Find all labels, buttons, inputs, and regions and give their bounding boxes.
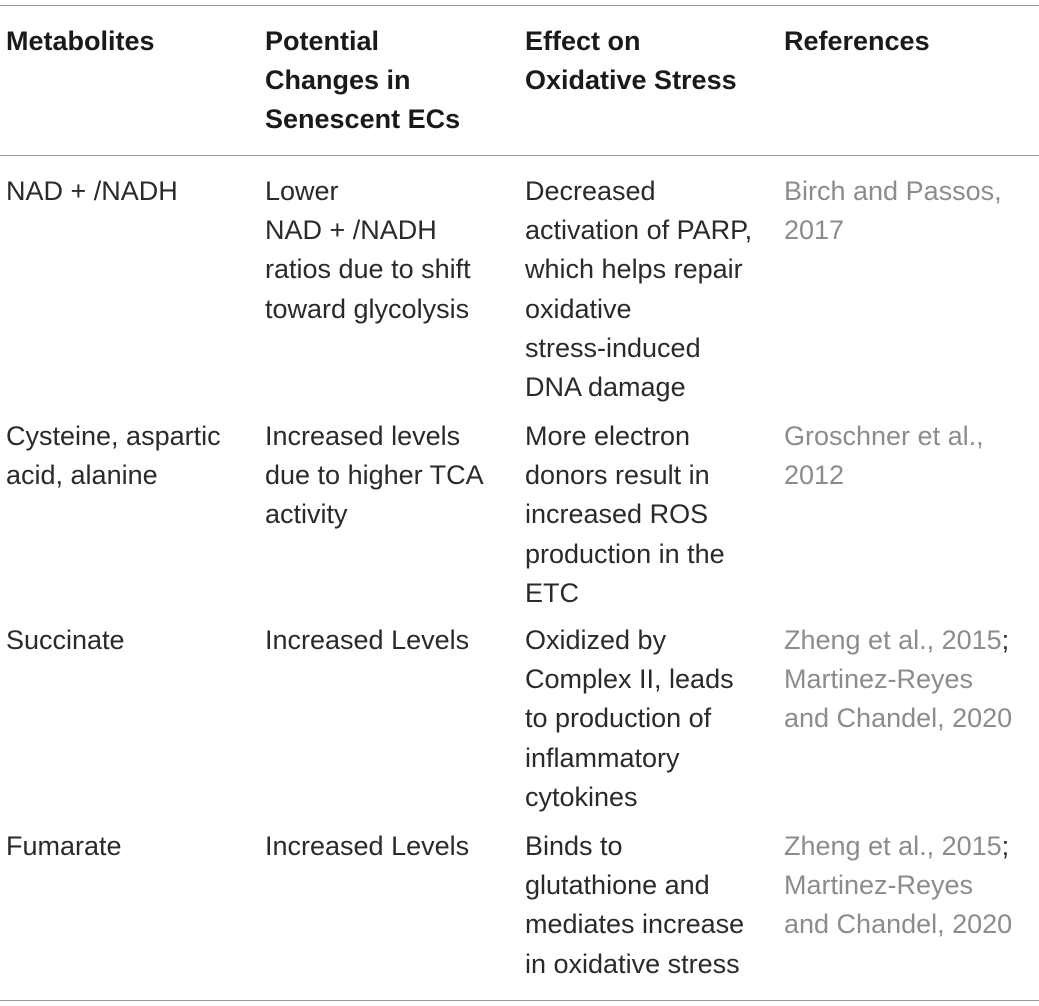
reference-separator: ; xyxy=(1001,625,1010,655)
effect-cell: Binds to glutathione and mediates increase in oxidative stress xyxy=(525,831,745,979)
effect-cell: Oxidized by Complex II, leads to production of inflammatory cytokines xyxy=(525,625,734,812)
reference-link[interactable]: Zheng et al., 2015 xyxy=(784,831,1002,861)
header-references: References xyxy=(784,26,930,56)
header-rule xyxy=(0,155,1039,156)
metabolite-cell: Fumarate xyxy=(6,831,122,861)
change-cell: Increased Levels xyxy=(265,831,470,861)
header-metabolites: Metabolites xyxy=(6,26,155,56)
effect-cell: More electron donors result in increased ROS production in the ETC xyxy=(525,421,725,608)
change-cell: Increased levels due to higher TCA activity xyxy=(265,421,484,530)
reference-cell xyxy=(784,827,1039,945)
reference-link[interactable]: Birch and Passos, 2017 xyxy=(784,176,1002,246)
table-top-rule xyxy=(0,5,1039,6)
reference-cell xyxy=(784,621,1039,739)
change-cell: Increased Levels xyxy=(265,625,470,655)
table-bottom-rule xyxy=(0,1000,1039,1001)
metabolite-cell: Succinate xyxy=(6,625,125,655)
effect-cell: Decreased activation of PARP, which helps repair oxidative stress-induced DNA damage xyxy=(525,176,753,403)
metabolite-cell: NAD + /NADH xyxy=(6,176,178,206)
reference-link[interactable]: Zheng et al., 2015 xyxy=(784,625,1002,655)
reference-link[interactable]: Martinez-Reyes and Chandel, 2020 xyxy=(784,870,1013,940)
metabolite-cell: Cysteine, aspartic acid, alanine xyxy=(6,421,221,491)
reference-cell xyxy=(784,172,1039,250)
reference-link[interactable]: Martinez-Reyes and Chandel, 2020 xyxy=(784,664,1013,734)
reference-cell xyxy=(784,417,1039,495)
header-effect-oxidative-stress: Effect on Oxidative Stress xyxy=(525,26,737,96)
header-potential-changes: Potential Changes in Senescent ECs xyxy=(265,26,461,135)
reference-separator: ; xyxy=(1001,831,1010,861)
change-cell: Lower NAD + /NADH ratios due to shift toward glycolysis xyxy=(265,176,471,324)
reference-link[interactable]: Groschner et al., 2012 xyxy=(784,421,984,491)
